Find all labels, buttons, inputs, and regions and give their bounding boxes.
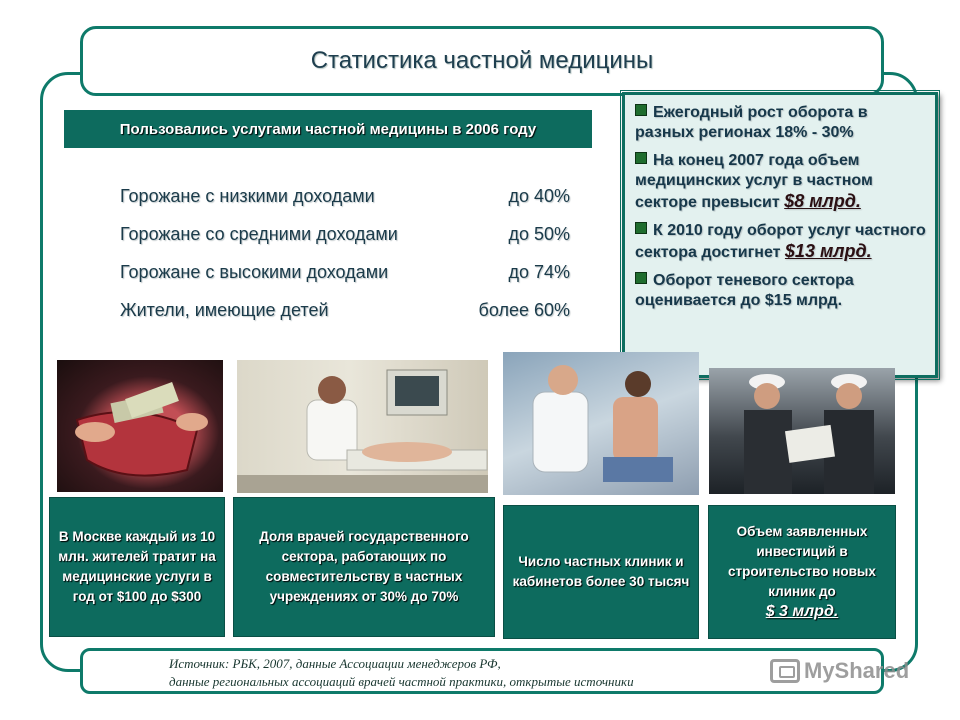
wallet-illustration	[57, 360, 223, 492]
stat-label: Горожане с низкими доходами	[120, 186, 375, 206]
caption-text: В Москве каждый из 10 млн. жителей тратит на медицинские услуги в год от $100 до $300	[58, 529, 216, 604]
fact-item	[635, 151, 927, 213]
caption-clinics-count	[503, 505, 699, 639]
page-title: Статистика частной медицины	[310, 47, 654, 74]
square-bullet-icon	[635, 152, 647, 164]
stat-row	[120, 262, 570, 300]
fact-text: На конец 2007 года объем медицинских услуг в частном секторе превысит	[635, 152, 873, 211]
caption-investments-amount: $ 3 млрд.	[765, 603, 839, 620]
businessmen-photo	[709, 368, 895, 494]
doctor-patient-photo	[503, 352, 699, 495]
stat-value: до 74%	[508, 262, 570, 282]
fact-text: К 2010 году оборот услуг частного сектора достигнет	[635, 222, 926, 261]
stat-value: более 60%	[478, 300, 570, 320]
ultrasound-illustration	[237, 360, 488, 493]
caption-text	[713, 522, 891, 622]
source-line: данные региональных ассоциаций врачей частной практики, открытые источники	[169, 674, 634, 689]
stat-row	[120, 224, 570, 262]
stats-header: Пользовались услугами частной медицины в 2006 году	[64, 110, 592, 148]
source-note	[80, 648, 884, 694]
stat-label: Жители, имеющие детей	[120, 300, 329, 320]
stat-label: Горожане со средними доходами	[120, 224, 398, 244]
caption-text: Число частных клиник и кабинетов более 30 тысяч	[512, 554, 690, 589]
facts-panel	[622, 92, 938, 378]
square-bullet-icon	[635, 104, 647, 116]
stat-row	[120, 300, 570, 338]
caption-moscow-spending	[49, 497, 225, 637]
fact-amount: $13 млрд.	[784, 241, 872, 261]
businessmen-illustration	[709, 368, 895, 494]
stats-list	[120, 186, 570, 338]
fact-text: Оборот теневого сектора оценивается до $15 млрд.	[635, 272, 854, 309]
ultrasound-exam-photo	[237, 360, 488, 493]
fact-item	[635, 221, 927, 263]
caption-investments-text: Объем заявленных инвестиций в строительство новых клиник до	[728, 524, 876, 599]
stat-value: до 40%	[508, 186, 570, 206]
wallet-money-photo	[57, 360, 223, 492]
fact-item	[635, 103, 927, 143]
fact-text: Ежегодный рост оборота в разных регионах 18% - 30%	[635, 104, 868, 141]
doctor-illustration	[503, 352, 699, 495]
square-bullet-icon	[635, 272, 647, 284]
source-line: Источник: РБК, 2007, данные Ассоциации менеджеров РФ,	[169, 656, 501, 671]
caption-investments	[708, 505, 896, 639]
presentation-icon	[770, 659, 800, 683]
stat-label: Горожане с высокими доходами	[120, 262, 389, 282]
watermark	[770, 658, 909, 684]
fact-amount: $8 млрд.	[784, 191, 861, 211]
fact-item	[635, 271, 927, 311]
title-box	[80, 26, 884, 96]
caption-text: Доля врачей государственного сектора, работающих по совместительству в частных учреждениях от 30% до 70%	[259, 529, 469, 604]
caption-doctors-share	[233, 497, 495, 637]
stat-row	[120, 186, 570, 224]
watermark-text: MyShared	[804, 658, 910, 683]
square-bullet-icon	[635, 222, 647, 234]
stat-value: до 50%	[508, 224, 570, 244]
